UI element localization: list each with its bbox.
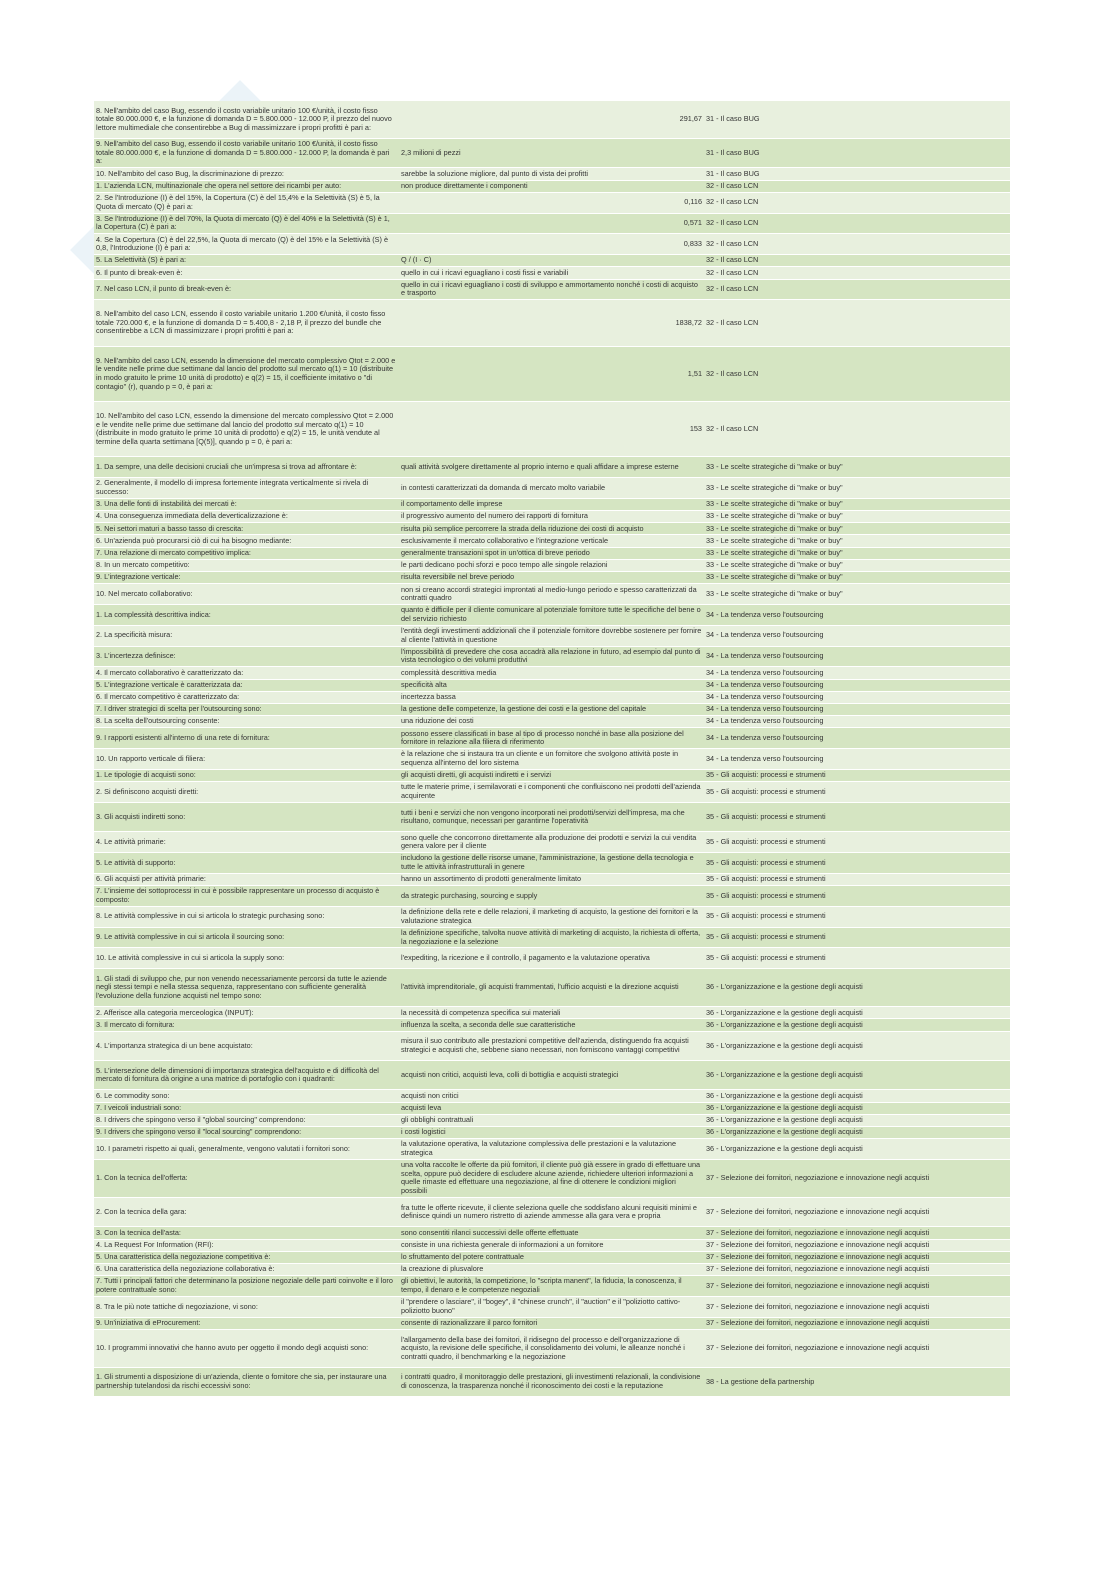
answer-cell: i contratti quadro, il monitoraggio delle prestazioni, gli investimenti relazionali, la condivisione di conoscenza, la trasparenza nonché il riconoscimento dei costi e la reputazione	[401, 1372, 701, 1391]
answer-cell: 0,116	[684, 197, 702, 207]
question-cell: 8. I drivers che spingono verso il "global sourcing" comprendono:	[96, 1115, 306, 1125]
question-cell: 3. Con la tecnica dell'asta:	[96, 1227, 181, 1237]
table-row	[94, 853, 1010, 874]
table-row	[94, 402, 1010, 457]
table-row	[94, 511, 1010, 523]
table-row	[94, 1198, 1010, 1227]
answer-cell: acquisti non critici	[401, 1090, 459, 1100]
lesson-cell: 36 - L'organizzazione e la gestione degli acquisti	[706, 1127, 863, 1137]
question-cell: 1. Le tipologie di acquisti sono:	[96, 770, 196, 780]
answer-cell: le parti dedicano pochi sforzi e poco tempo alle singole relazioni	[401, 560, 608, 570]
lesson-cell: 37 - Selezione dei fornitori, negoziazione e innovazione negli acquisti	[706, 1301, 930, 1311]
question-cell: 5. Una caratteristica della negoziazione competitiva è:	[96, 1252, 271, 1262]
table-row	[94, 1252, 1010, 1264]
table-row	[94, 1007, 1010, 1019]
lesson-cell: 32 - Il caso LCN	[706, 197, 759, 207]
answer-cell: una volta raccolte le offerte da più fornitori, il cliente può già essere in grado di effettuare una scelta, oppure può decidere di escludere alcune aziende, richiedere ulteriori informazioni a quelle rimaste ed effettuare una negoziazione, al fine di ottenere le condizioni migliori possibili	[401, 1160, 701, 1196]
lesson-cell: 32 - Il caso LCN	[706, 255, 759, 265]
answer-cell: sono quelle che concorrono direttamente alla produzione dei prodotti e servizi la cui vendita genera valore per il cliente	[401, 832, 697, 851]
lesson-cell: 36 - L'organizzazione e la gestione degli acquisti	[706, 982, 863, 992]
question-cell: 9. Un'iniziativa di eProcurement:	[96, 1318, 201, 1327]
lesson-cell: 32 - Il caso LCN	[706, 238, 759, 248]
question-cell: 8. In un mercato competitivo:	[96, 560, 190, 570]
lesson-cell: 37 - Selezione dei fornitori, negoziazione e innovazione negli acquisti	[706, 1239, 930, 1249]
question-cell: 7. I driver strategici di scelta per l'outsourcing sono:	[96, 704, 262, 714]
answer-cell: il progressivo aumento del numero dei rapporti di fornitura	[401, 511, 588, 521]
lesson-cell: 37 - Selezione dei fornitori, negoziazione e innovazione negli acquisti	[706, 1264, 930, 1274]
question-cell: 4. La Request For Information (RFI):	[96, 1239, 214, 1249]
table-row	[94, 193, 1010, 214]
lesson-cell: 33 - Le scelte strategiche di "make or buy"	[706, 523, 843, 533]
table-row	[94, 728, 1010, 749]
question-cell: 4. L'importanza strategica di un bene acquistato:	[96, 1040, 253, 1050]
answer-cell: 1,51	[687, 368, 702, 378]
lesson-cell: 36 - L'organizzazione e la gestione degli acquisti	[706, 1090, 863, 1100]
question-cell: 6. Le commodity sono:	[96, 1090, 170, 1100]
lesson-cell: 35 - Gli acquisti: processi e strumenti	[706, 811, 826, 821]
answer-cell: 0,833	[683, 238, 702, 248]
answer-cell: 1838,72	[675, 317, 702, 327]
lesson-cell: 31 - Il caso BUG	[706, 114, 760, 124]
lesson-cell: 37 - Selezione dei fornitori, negoziazione e innovazione negli acquisti	[706, 1252, 930, 1262]
table-row	[94, 181, 1010, 193]
answer-cell: complessità descrittiva media	[401, 667, 497, 677]
lesson-cell: 32 - Il caso LCN	[706, 218, 759, 228]
answer-cell: quali attività svolgere direttamente al proprio interno e quali affidare a imprese esterne	[401, 461, 679, 471]
table-row	[94, 832, 1010, 853]
answer-cell: la necessità di competenza specifica sui materiali	[401, 1007, 561, 1017]
question-cell: 9. Nell'ambito del caso Bug, essendo il costo variabile unitario 100 €/unità, il costo fisso totale 80.000.000 €, e la funzione di domanda D = 5.800.000 - 12.000 P, la domanda è pari a:	[96, 139, 390, 166]
table-row	[94, 1032, 1010, 1061]
question-cell: 10. Un rapporto verticale di filiera:	[96, 753, 206, 763]
question-cell: 9. Nell'ambito del caso LCN, essendo la dimensione del mercato complessivo Qtot = 2.000 e le vendite nelle prime due settimane dal lancio del prodotto sul mercato q(1) = 10 (distribuite in modo gratuito le prime 10 unità di prodotto) e q(2) = 15, il coefficiente imitativo o "di contagio" (r), quando p = 0, è pari a:	[96, 355, 396, 391]
table-row	[94, 647, 1010, 668]
lesson-cell: 34 - La tendenza verso l'outsourcing	[706, 716, 824, 726]
answer-cell: quello in cui i ricavi eguagliano i costi di sviluppo e ammortamento nonché i costi di acquisto e trasporto	[401, 279, 698, 298]
lesson-cell: 37 - Selezione dei fornitori, negoziazione e innovazione negli acquisti	[706, 1280, 930, 1290]
answer-cell: quello in cui i ricavi eguagliano i costi fissi e variabili	[401, 267, 569, 277]
answer-cell: non produce direttamente i componenti	[401, 180, 528, 190]
table-row	[94, 886, 1010, 907]
question-cell: 4. Le attività primarie:	[96, 836, 166, 846]
lesson-cell: 33 - Le scelte strategiche di "make or buy"	[706, 535, 843, 545]
table-row	[94, 626, 1010, 647]
answer-cell: da strategic purchasing, sourcing e supply	[401, 890, 538, 900]
answer-cell: la definizione della rete e delle relazioni, il marketing di acquisto, la gestione dei fornitori e la valutazione strategica	[401, 907, 698, 925]
lesson-cell: 34 - La tendenza verso l'outsourcing	[706, 692, 824, 702]
answer-cell: fra tutte le offerte ricevute, il cliente seleziona quelle che soddisfano alcuni requisiti minimi e definisce quindi un numero ristretto di aziende ammesse alla gara vera e propria	[401, 1202, 697, 1221]
answer-cell: influenza la scelta, a seconda delle sue caratteristiche	[401, 1019, 576, 1029]
question-cell: 5. L'integrazione verticale è caratterizzata da:	[96, 679, 243, 689]
answer-cell: il comportamento delle imprese	[401, 499, 503, 509]
question-cell: 7. I veicoli industriali sono:	[96, 1102, 182, 1112]
question-cell: 6. Il punto di break-even è:	[96, 267, 183, 277]
question-cell: 1. Con la tecnica dell'offerta:	[96, 1173, 188, 1183]
table-row	[94, 667, 1010, 679]
lesson-cell: 35 - Gli acquisti: processi e strumenti	[706, 770, 826, 780]
table-row	[94, 584, 1010, 605]
table-row	[94, 267, 1010, 279]
question-cell: 7. Tutti i principali fattori che determinano la posizione negoziale delle parti coinvolte e il loro potere contrattuale sono:	[96, 1276, 393, 1294]
table-row	[94, 1139, 1010, 1160]
answer-cell: possono essere classificati in base al tipo di processo nonché in base alla posizione del fornitore in relazione alla filiera di riferimento	[401, 728, 684, 747]
answer-cell: 153	[689, 423, 702, 433]
table-row	[94, 1019, 1010, 1031]
table-row	[94, 605, 1010, 626]
question-cell: 1. Gli strumenti a disposizione di un'azienda, cliente o fornitore che sia, per instaurare una partnership tutelandosi da rischi eccessivi sono:	[96, 1372, 387, 1391]
lesson-cell: 36 - L'organizzazione e la gestione degli acquisti	[706, 1040, 863, 1050]
table-row	[94, 1330, 1010, 1368]
question-cell: 9. L'integrazione verticale:	[96, 572, 181, 582]
table-row	[94, 1103, 1010, 1115]
question-cell: 2. La specificità misura:	[96, 630, 173, 640]
answer-cell: risulta più semplice percorrere la strada della riduzione dei costi di acquisto	[401, 523, 644, 533]
lesson-cell: 36 - L'organizzazione e la gestione degli acquisti	[706, 1019, 863, 1029]
table-row	[94, 692, 1010, 704]
question-cell: 2. Generalmente, il modello di impresa fortemente integrata verticalmente si rivela di successo:	[96, 478, 369, 496]
question-cell: 5. Nei settori maturi a basso tasso di crescita:	[96, 523, 244, 533]
question-cell: 1. Gli stadi di sviluppo che, pur non venendo necessariamente percorsi da tutte le aziende negli stessi tempi e nella stessa sequenza, rappresentano con sufficiente generalità l'evoluzione della funzione acquisti nel tempo sono:	[96, 973, 387, 1001]
lesson-cell: 33 - Le scelte strategiche di "make or buy"	[706, 461, 843, 471]
answer-cell: risulta reversibile nel breve periodo	[401, 572, 515, 582]
question-cell: 10. Le attività complessive in cui si articola la supply sono:	[96, 953, 285, 963]
table-row	[94, 928, 1010, 949]
answer-cell: generalmente transazioni spot in un'ottica di breve periodo	[401, 547, 590, 557]
table-row	[94, 704, 1010, 716]
answer-cell: esclusivamente il mercato collaborativo e l'integrazione verticale	[401, 535, 609, 545]
table-row	[94, 1240, 1010, 1252]
lesson-cell: 35 - Gli acquisti: processi e strumenti	[706, 911, 826, 921]
answer-cell: specificità alta	[401, 679, 447, 689]
lesson-cell: 37 - Selezione dei fornitori, negoziazione e innovazione negli acquisti	[706, 1318, 930, 1327]
lesson-cell: 34 - La tendenza verso l'outsourcing	[706, 609, 824, 619]
table-row	[94, 874, 1010, 886]
table-row	[94, 770, 1010, 782]
answer-cell: misura il suo contributo alle prestazioni competitive dell'azienda, distinguendo fra acquisti strategici e acquisti che, sebbene siano necessari, non forniscono vantaggi competitivi	[401, 1036, 689, 1054]
question-cell: 5. La Selettività (S) è pari a:	[96, 255, 187, 265]
answer-cell: la creazione di plusvalore	[401, 1264, 484, 1274]
lesson-cell: 34 - La tendenza verso l'outsourcing	[706, 667, 824, 677]
question-cell: 2. Con la tecnica della gara:	[96, 1206, 187, 1216]
answer-cell: non si creano accordi strategici improntati al medio-lungo periodo e spesso caratterizzati da contratti quadro	[401, 584, 697, 603]
answer-cell: tutti i beni e servizi che non vengono incorporati nei prodotti/servizi dell'impresa, ma che risultano, comunque, necessari per garantirne l'operatività	[401, 807, 685, 826]
answer-cell: sono consentiti rilanci successivi delle offerte effettuate	[401, 1227, 579, 1237]
lesson-cell: 33 - Le scelte strategiche di "make or buy"	[706, 560, 843, 570]
lesson-cell: 35 - Gli acquisti: processi e strumenti	[706, 953, 826, 963]
questions-table	[94, 101, 1010, 1397]
question-cell: 8. Nell'ambito del caso LCN, essendo il costo variabile unitario 1.200 €/unità, il costo fisso totale 720.000 €, e la funzione di domanda D = 5.400,8 - 2,18 P, il prezzo del bundle che consentirebbe a LCN di massimizzare i propri profitti è pari a:	[96, 309, 386, 336]
lesson-cell: 36 - L'organizzazione e la gestione degli acquisti	[706, 1143, 863, 1153]
answer-cell: gli obblighi contrattuali	[401, 1115, 474, 1125]
answer-cell: tutte le materie prime, i semilavorati e i componenti che confluiscono nei prodotti dell'azienda acquirente	[401, 782, 701, 800]
table-row	[94, 1127, 1010, 1139]
question-cell: 2. Si definiscono acquisti diretti:	[96, 786, 199, 796]
table-row	[94, 782, 1010, 803]
lesson-cell: 34 - La tendenza verso l'outsourcing	[706, 679, 824, 689]
answer-cell: l'attività imprenditoriale, gli acquisti frammentati, l'ufficio acquisti e la direzione acquisti	[401, 982, 679, 992]
lesson-cell: 33 - Le scelte strategiche di "make or buy"	[706, 572, 843, 582]
table-row	[94, 1227, 1010, 1239]
question-cell: 10. I programmi innovativi che hanno avuto per oggetto il mondo degli acquisti sono:	[96, 1343, 369, 1353]
answer-cell: l'entità degli investimenti addizionali che il potenziale fornitore dovrebbe sostenere per fornire al cliente l'attività in questione	[401, 626, 702, 644]
question-cell: 10. I parametri rispetto ai quali, generalmente, vengono valutati i fornitori sono:	[96, 1143, 350, 1153]
question-cell: 7. Nel caso LCN, il punto di break-even è:	[96, 284, 232, 294]
lesson-cell: 36 - L'organizzazione e la gestione degli acquisti	[706, 1007, 863, 1017]
answer-cell: la valutazione operativa, la valutazione complessiva delle prestazioni e la valutazione strategica	[401, 1139, 677, 1158]
table-row	[94, 523, 1010, 535]
lesson-cell: 33 - Le scelte strategiche di "make or buy"	[706, 547, 843, 557]
lesson-cell: 32 - Il caso LCN	[706, 267, 759, 277]
table-row	[94, 1368, 1010, 1397]
question-cell: 6. Una caratteristica della negoziazione collaborativa è:	[96, 1264, 275, 1274]
table-row	[94, 1160, 1010, 1198]
question-cell: 1. L'azienda LCN, multinazionale che opera nel settore dei ricambi per auto:	[96, 180, 342, 190]
table-row	[94, 234, 1010, 255]
answer-cell: quanto è difficile per il cliente comunicare al potenziale fornitore tutte le specifiche del bene o del servizio richiesto	[401, 605, 701, 623]
table-row	[94, 214, 1010, 235]
table-row	[94, 560, 1010, 572]
table-row	[94, 1318, 1010, 1330]
lesson-cell: 37 - Selezione dei fornitori, negoziazione e innovazione negli acquisti	[706, 1206, 930, 1216]
table-row	[94, 478, 1010, 499]
answer-cell: sarebbe la soluzione migliore, dal punto di vista dei profitti	[401, 168, 588, 178]
answer-cell: l'expediting, la ricezione e il controllo, il pagamento e la valutazione operativa	[401, 953, 650, 963]
answer-cell: 0,571	[683, 218, 702, 228]
question-cell: 8. Nell'ambito del caso Bug, essendo il costo variabile unitario 100 €/unità, il costo fisso totale 80.000.000 €, e la funzione di domanda D = 5.800.000 - 12.000 P, il prezzo del nuovo lettore multimediale che consentirebbe a Bug di massimizzare i propri profitti è pari a:	[96, 105, 392, 132]
lesson-cell: 32 - Il caso LCN	[706, 180, 759, 190]
lesson-cell: 33 - Le scelte strategiche di "make or buy"	[706, 588, 843, 598]
answer-cell: consiste in una richiesta generale di informazioni a un fornitore	[401, 1239, 604, 1249]
lesson-cell: 35 - Gli acquisti: processi e strumenti	[706, 932, 826, 942]
question-cell: 8. Le attività complessive in cui si articola lo strategic purchasing sono:	[96, 911, 325, 921]
question-cell: 2. Afferisce alla categoria merceologica (INPUT):	[96, 1007, 254, 1017]
lesson-cell: 36 - L'organizzazione e la gestione degli acquisti	[706, 1069, 863, 1079]
answer-cell: i costi logistici	[401, 1127, 446, 1137]
table-row	[94, 1297, 1010, 1318]
lesson-cell: 35 - Gli acquisti: processi e strumenti	[706, 786, 826, 796]
lesson-cell: 37 - Selezione dei fornitori, negoziazione e innovazione negli acquisti	[706, 1227, 930, 1237]
table-row	[94, 280, 1010, 301]
answer-cell: consente di razionalizzare il parco fornitori	[401, 1318, 538, 1327]
lesson-cell: 34 - La tendenza verso l'outsourcing	[706, 630, 824, 640]
table-row	[94, 1090, 1010, 1102]
answer-cell: includono la gestione delle risorse umane, l'amministrazione, la gestione della tecnologia e tutte le attività infrastrutturali in genere	[401, 853, 694, 871]
lesson-cell: 35 - Gli acquisti: processi e strumenti	[706, 890, 826, 900]
question-cell: 9. Le attività complessive in cui si articola il sourcing sono:	[96, 932, 285, 942]
answer-cell: incertezza bassa	[401, 692, 456, 702]
table-row	[94, 716, 1010, 728]
table-row	[94, 907, 1010, 928]
question-cell: 2. Se l'Introduzione (I) è del 15%, la Copertura (C) è del 15,4% e la Selettività (S) è 5, la Quota di mercato (Q) è pari a:	[96, 193, 380, 211]
table-row	[94, 347, 1010, 402]
question-cell: 10. Nell'ambito del caso LCN, essendo la dimensione del mercato complessivo Qtot = 2.000 e le vendite nelle prime due settimane dal lancio del prodotto sul mercato q(1) = 10 (distribuite in modo gratuito le prime 10 unità di prodotto) e q(2) = 15, le unità vendute al termine della quarta settimana [Q(5)], quando p = 0, è pari a:	[96, 411, 394, 446]
question-cell: 10. Nell'ambito del caso Bug, la discriminazione di prezzo:	[96, 168, 284, 178]
lesson-cell: 34 - La tendenza verso l'outsourcing	[706, 651, 824, 661]
lesson-cell: 34 - La tendenza verso l'outsourcing	[706, 753, 824, 763]
answer-cell: la gestione delle competenze, la gestione dei costi e la gestione del capitale	[401, 704, 647, 714]
lesson-cell: 34 - La tendenza verso l'outsourcing	[706, 732, 824, 742]
question-cell: 4. Se la Copertura (C) è del 22,5%, la Quota di mercato (Q) è del 15% e la Selettività (S) è 0,8, l'Introduzione (I) è pari a:	[96, 234, 389, 253]
question-cell: 8. Tra le più note tattiche di negoziazione, vi sono:	[96, 1301, 258, 1311]
question-cell: 7. Una relazione di mercato competitivo implica:	[96, 547, 251, 557]
question-cell: 3. Il mercato di fornitura:	[96, 1019, 175, 1029]
lesson-cell: 36 - L'organizzazione e la gestione degli acquisti	[706, 1102, 863, 1112]
lesson-cell: 35 - Gli acquisti: processi e strumenti	[706, 874, 826, 884]
question-cell: 6. Gli acquisti per attività primarie:	[96, 874, 206, 884]
lesson-cell: 32 - Il caso LCN	[706, 368, 759, 378]
lesson-cell: 37 - Selezione dei fornitori, negoziazione e innovazione negli acquisti	[706, 1343, 930, 1353]
question-cell: 8. La scelta dell'outsourcing consente:	[96, 716, 220, 726]
table-row	[94, 101, 1010, 139]
table-row	[94, 139, 1010, 168]
lesson-cell: 35 - Gli acquisti: processi e strumenti	[706, 857, 826, 867]
lesson-cell: 33 - Le scelte strategiche di "make or buy"	[706, 482, 843, 492]
answer-cell: lo sfruttamento del potere contrattuale	[401, 1252, 524, 1262]
table-row	[94, 680, 1010, 692]
question-cell: 9. I drivers che spingono verso il "local sourcing" comprendono:	[96, 1127, 302, 1137]
answer-cell: gli acquisti diretti, gli acquisti indiretti e i servizi	[401, 770, 552, 780]
answer-cell: è la relazione che si instaura tra un cliente e un fornitore che svolgono attività poste in sequenza all'interno del loro sistema	[401, 749, 679, 768]
lesson-cell: 38 - La gestione della partnership	[706, 1376, 815, 1386]
table-row	[94, 168, 1010, 180]
answer-cell: acquisti leva	[401, 1102, 442, 1112]
table-row	[94, 548, 1010, 560]
table-row	[94, 457, 1010, 478]
answer-cell: 2,3 milioni di pezzi	[401, 147, 461, 157]
question-cell: 3. Una delle fonti di instabilità dei mercati è:	[96, 499, 237, 509]
table-row	[94, 969, 1010, 1007]
question-cell: 3. L'incertezza definisce:	[96, 651, 176, 661]
question-cell: 3. Gli acquisti indiretti sono:	[96, 811, 186, 821]
table-row	[94, 572, 1010, 584]
answer-cell: il "prendere o lasciare", il "bogey", il "chinese crunch", il "auction" e il "poliziotto cattivo-poliziotto buono"	[401, 1297, 681, 1315]
lesson-cell: 35 - Gli acquisti: processi e strumenti	[706, 836, 826, 846]
table-row	[94, 499, 1010, 511]
question-cell: 10. Nel mercato collaborativo:	[96, 588, 193, 598]
lesson-cell: 32 - Il caso LCN	[706, 317, 759, 327]
table-row	[94, 749, 1010, 770]
answer-cell: 291,67	[679, 114, 702, 124]
answer-cell: l'impossibilità di prevedere che cosa accadrà alla relazione in futuro, ad esempio dal punto di vista tecnologico o dei volumi produttivi	[401, 646, 701, 665]
table-row	[94, 1264, 1010, 1276]
lesson-cell: 32 - Il caso LCN	[706, 284, 759, 294]
lesson-cell: 31 - Il caso BUG	[706, 168, 760, 178]
answer-cell: gli obiettivi, le autorità, la competizione, lo "scripta manent", la fiducia, la conoscenza, il tempo, il denaro e le competenze negoziali	[401, 1276, 682, 1294]
question-cell: 6. Il mercato competitivo è caratterizzato da:	[96, 692, 240, 702]
question-cell: 6. Un'azienda può procurarsi ciò di cui ha bisogno mediante:	[96, 535, 292, 545]
question-cell: 7. L'insieme dei sottoprocessi in cui è possibile rappresentare un processo di acquisto è composto:	[96, 886, 380, 904]
question-cell: 1. La complessità descrittiva indica:	[96, 609, 211, 619]
lesson-cell: 33 - Le scelte strategiche di "make or buy"	[706, 499, 843, 509]
table-row	[94, 300, 1010, 347]
answer-cell: la definizione specifiche, talvolta nuove attività di marketing di acquisto, la richiesta di offerta, la negoziazione e la selezione	[401, 927, 701, 946]
lesson-cell: 36 - L'organizzazione e la gestione degli acquisti	[706, 1115, 863, 1125]
answer-cell: in contesti caratterizzati da domanda di mercato molto variabile	[401, 482, 606, 492]
question-cell: 9. I rapporti esistenti all'interno di una rete di fornitura:	[96, 732, 270, 742]
answer-cell: una riduzione dei costi	[401, 716, 474, 726]
table-row	[94, 255, 1010, 267]
table-row	[94, 1061, 1010, 1090]
question-cell: 3. Se l'Introduzione (I) è del 70%, la Quota di mercato (Q) è del 40% e la Selettività (S) è 1, la Copertura (C) è pari a:	[96, 213, 390, 232]
lesson-cell: 33 - Le scelte strategiche di "make or buy"	[706, 511, 843, 521]
answer-cell: hanno un assortimento di prodotti generalmente limitato	[401, 874, 582, 884]
table-row	[94, 948, 1010, 969]
question-cell: 5. L'intersezione delle dimensioni di importanza strategica dell'acquisto e di difficoltà del mercato di fornitura dà origine a una matrice di portafoglio con i quadranti:	[96, 1065, 379, 1084]
question-cell: 5. Le attività di supporto:	[96, 857, 176, 867]
table-row	[94, 1115, 1010, 1127]
answer-cell: acquisti non critici, acquisti leva, colli di bottiglia e acquisti strategici	[401, 1069, 619, 1079]
question-cell: 1. Da sempre, una delle decisioni cruciali che un'impresa si trova ad affrontare è:	[96, 461, 357, 471]
table-row	[94, 1276, 1010, 1297]
lesson-cell: 32 - Il caso LCN	[706, 423, 759, 433]
answer-cell: Q / (I · C)	[401, 255, 432, 265]
answer-cell: l'allargamento della base dei fornitori, il ridisegno del processo e dell'organizzazione di acquisto, la revisione delle specifiche, il consolidamento dei volumi, le alleanze nonché i contratti quadro, il benchmarking e la negoziazione	[401, 1334, 685, 1361]
question-cell: 4. Il mercato collaborativo è caratterizzato da:	[96, 667, 244, 677]
lesson-cell: 37 - Selezione dei fornitori, negoziazione e innovazione negli acquisti	[706, 1173, 930, 1183]
table-row	[94, 803, 1010, 832]
table-row	[94, 535, 1010, 547]
question-cell: 4. Una conseguenza immediata della deverticalizzazione è:	[96, 511, 288, 521]
lesson-cell: 34 - La tendenza verso l'outsourcing	[706, 704, 824, 714]
lesson-cell: 31 - Il caso BUG	[706, 147, 760, 157]
